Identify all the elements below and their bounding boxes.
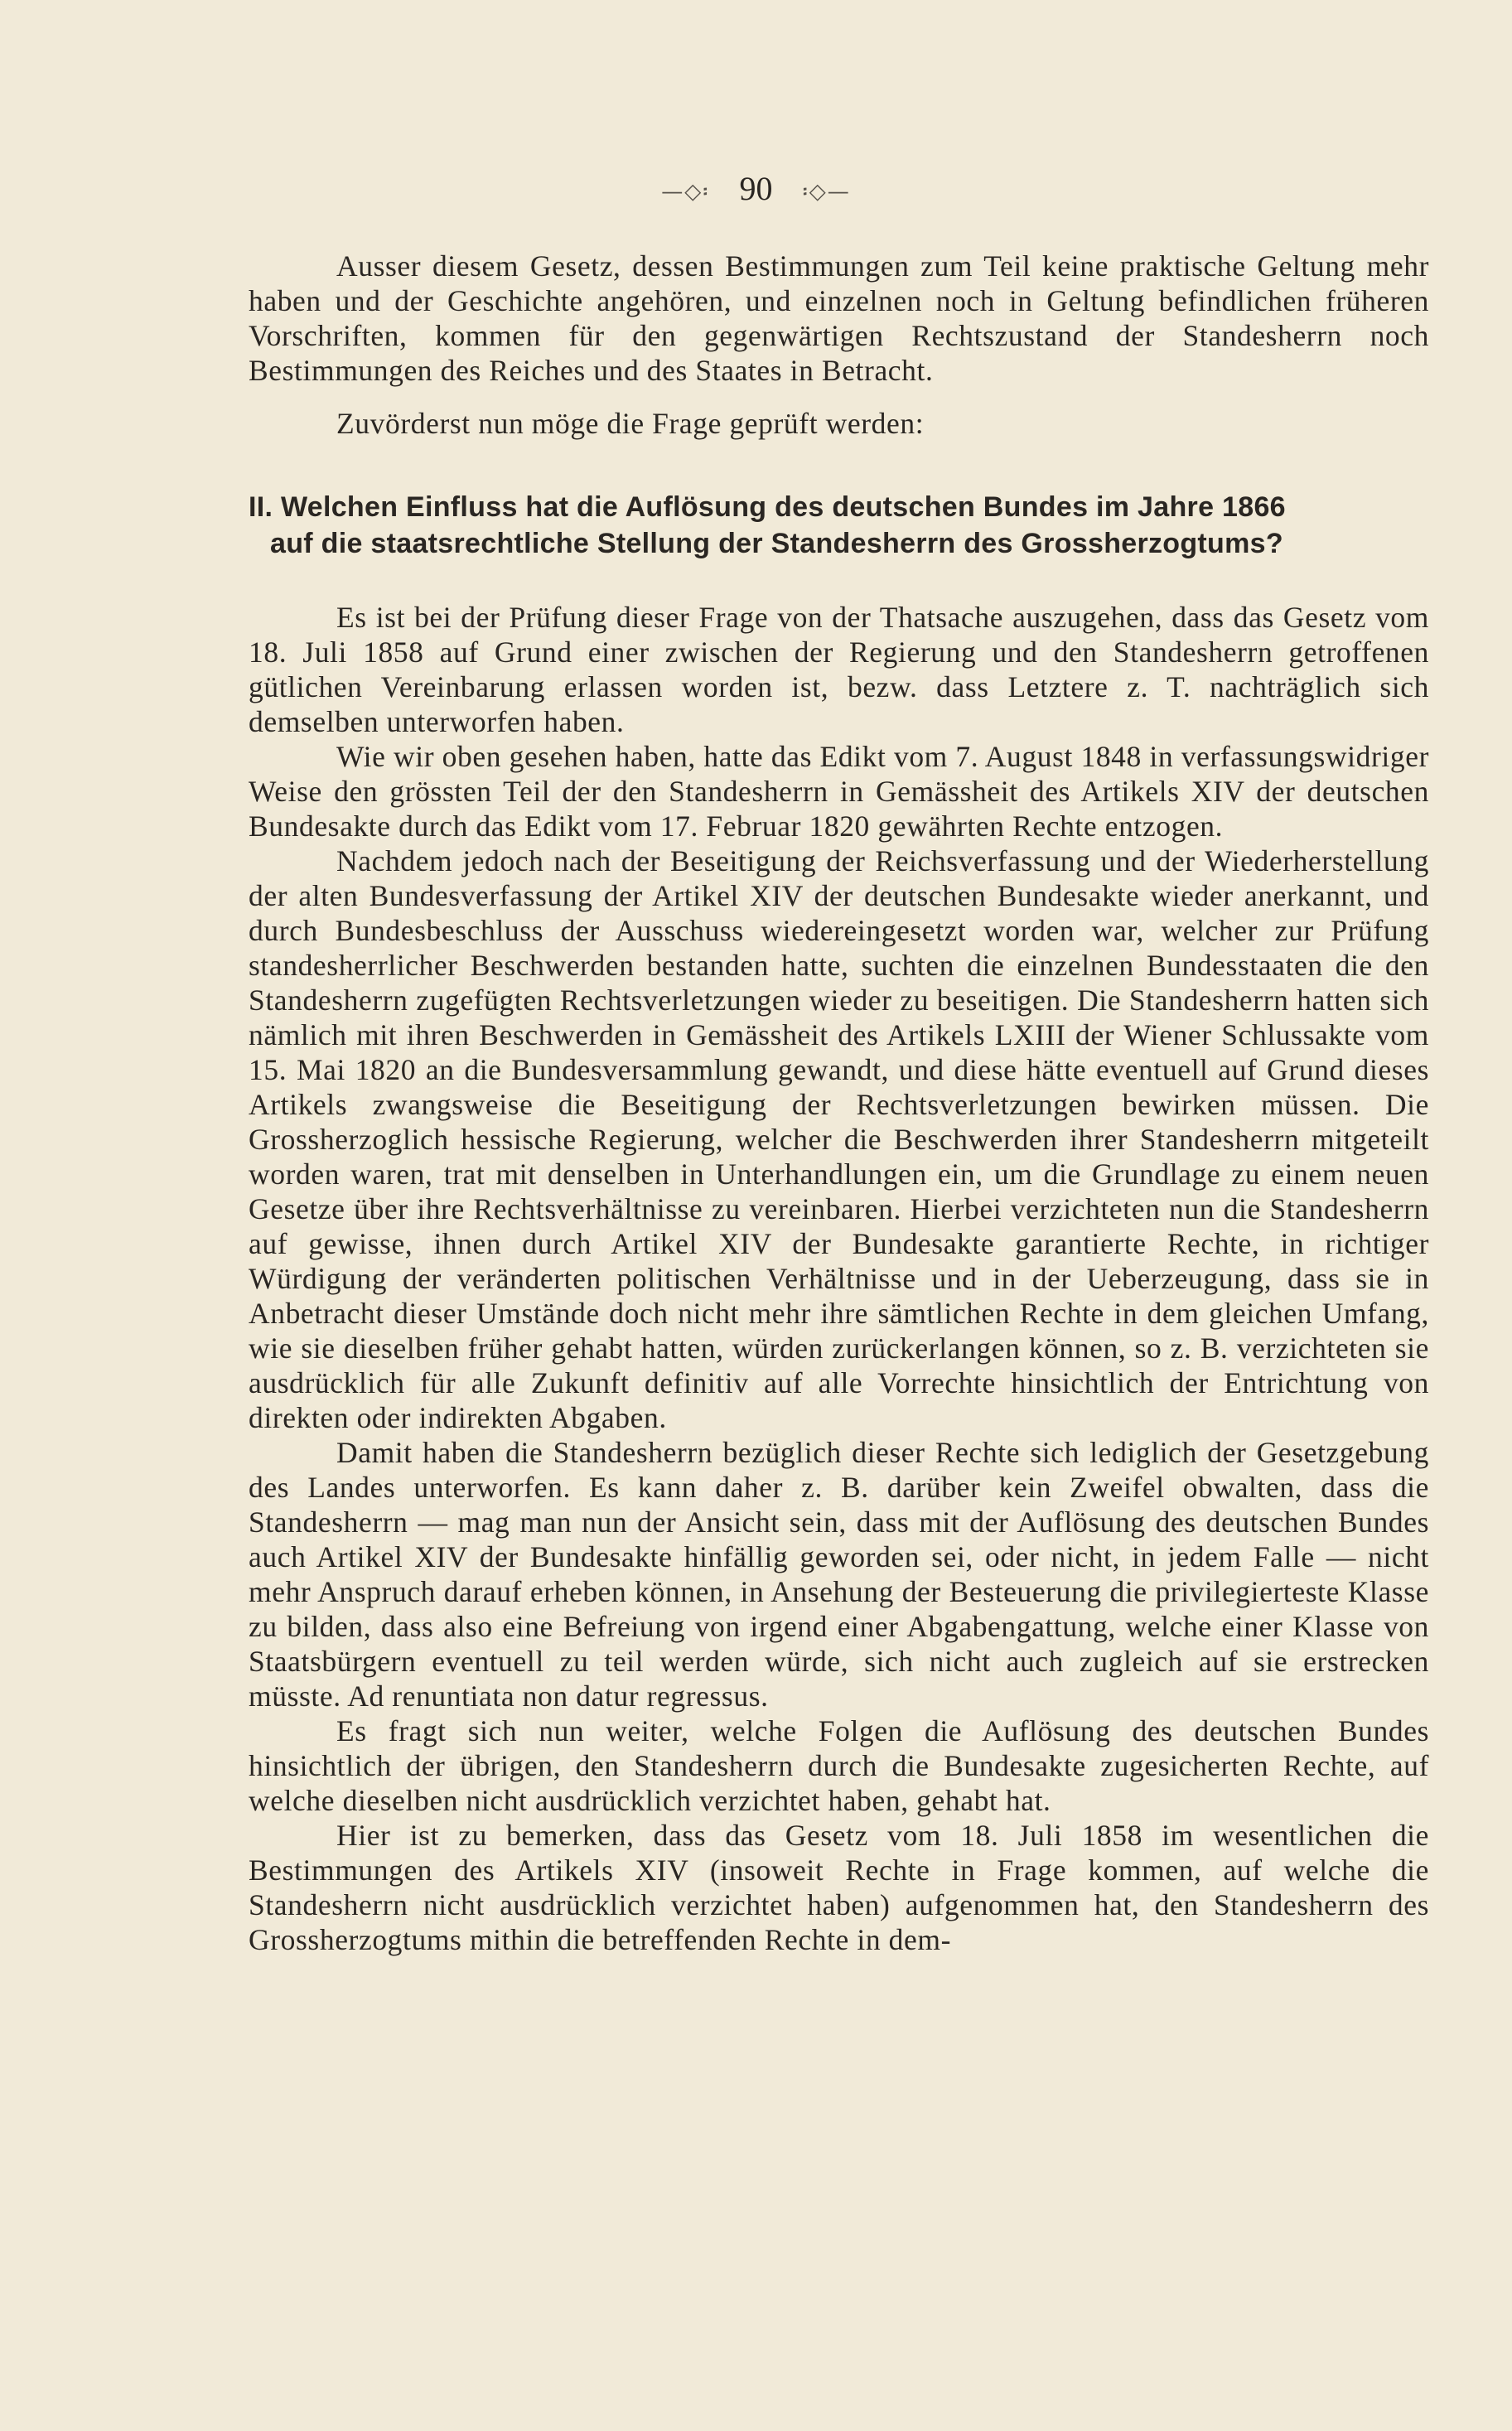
paragraph: Es ist bei der Prüfung dieser Frage von der Thatsache auszugehen, dass das Gesetz vom 18. Juli 1858 auf Grund einer zwischen der Regierung und den Standesherrn getroffenen gütlichen Vereinbarung erlassen worden ist, bezw. dass Letztere z. T. nachträglich sich demselben unterworfen haben. [249,601,1429,738]
paragraph: Hier ist zu bemerken, dass das Gesetz vom 18. Juli 1858 im wesentlichen die Bestimmungen des Artikels XIV (insoweit Rechte in Frage kommen, auf welche die Standesherrn nicht ausdrücklich verzichtet haben) aufgenommen hat, den Standesherrn des Grossherzogtums mithin die betreffenden Rechte in dem- [249,1819,1429,1956]
paragraph: Damit haben die Standesherrn bezüglich dieser Rechte sich lediglich der Gesetzgebung des Landes unterworfen. Es kann daher z. B. darüber kein Zweifel obwalten, dass die Standesherrn — mag man nun der Ansicht sein, dass mit der Auflösung des deutschen Bundes auch Artikel XIV der Bundesakte hinfällig geworden sei, oder nicht, in jedem Falle — nicht mehr Anspruch darauf erheben können, in Ansehung der Besteuerung die privilegierteste Klasse zu bilden, dass also eine Befreiung von irgend einer Abgabengattung, welche einer Klasse von Staatsbürgern eventuell zu teil werden würde, sich nicht auch zugleich auf sie erstrecken müsste. Ad renuntiata non datur regressus. [249,1436,1429,1713]
ornament-right: ፡◇— [802,179,851,205]
paragraph: Wie wir oben gesehen haben, hatte das Edikt vom 7. August 1848 in verfassungswidriger Weise den grössten Teil der den Standesherrn in Gemässheit des Artikels XIV der deutschen Bundesakte durch das Edikt vom 17. Februar 1820 gewährten Rechte entzogen. [249,740,1429,843]
ornament-left: —◇፡ [661,179,710,205]
paragraph: Nachdem jedoch nach der Beseitigung der Reichsverfassung und der Wiederherstellung der alten Bundesverfassung der Artikel XIV der deutschen Bundesakte wieder anerkannt, und durch Bundesbeschluss der Ausschuss wiedereingesetzt worden war, welcher zur Prüfung standesherrlicher Beschwerden bestanden hatte, suchten die einzelnen Bundesstaaten die den Standesherrn zugefügten Rechtsverletzungen wieder zu beseitigen. Die Standesherrn hatten sich nämlich mit ihren Beschwerden in Gemässheit des Artikels LXIII der Wiener Schlussakte vom 15. Mai 1820 an die Bundesversammlung gewandt, und diese hätte eventuell auf Grund dieses Artikels zwangsweise die Beseitigung der Rechtsverletzungen bewirken müssen. Die Grossherzoglich hessische Regierung, welcher die Beschwerden ihrer Standesherrn mitgeteilt worden waren, trat mit denselben in Unterhandlungen ein, um die Grundlage zu einem neuen Gesetze über ihre Rechtsverhältnisse zu vereinbaren. Hierbei verzichteten nun die Standesherrn auf gewisse, ihnen durch Artikel XIV der Bundesakte garantierte Rechte, in richtiger Würdigung der veränderten politischen Verhältnisse und in der Ueberzeugung, dass sie in Anbetracht dieser Umstände doch nicht mehr ihre sämtlichen Rechte in dem gleichen Umfang, wie sie dieselben früher gehabt hatten, würden zurückerlangen können, so z. B. verzichteten sie ausdrücklich für alle Zukunft definitiv auf alle Vorrechte hinsichtlich der Entrichtung von direkten oder indirekten Abgaben. [249,844,1429,1434]
section-heading-line: II. Welchen Einfluss hat die Auflösung des deutschen Bundes im Jahre 1866 [249,491,1286,523]
page-number: 90 [739,170,773,207]
paragraph: Ausser diesem Gesetz, dessen Bestimmungen zum Teil keine praktische Geltung mehr haben und der Geschichte angehören, und einzelnen noch in Geltung befindlichen früheren Vorschriften, kommen für den gegenwärtigen Rechtszustand der Standesherrn noch Bestimmungen des Reiches und des Staates in Betracht. [249,249,1429,387]
page-header [0,166,1512,215]
section-heading [249,489,1429,562]
page-body [249,249,1429,1957]
section-heading-line: auf die staatsrechtliche Stellung der Standesherrn des Grossherzogtums? [270,528,1283,559]
paragraph: Es fragt sich nun weiter, welche Folgen die Auflösung des deutschen Bundes hinsichtlich der übrigen, den Standesherrn durch die Bundesakte zugesicherten Rechte, auf welche dieselben nicht ausdrücklich verzichtet haben, gehabt hat. [249,1714,1429,1817]
paragraph: Zuvörderst nun möge die Frage geprüft werden: [336,407,925,440]
